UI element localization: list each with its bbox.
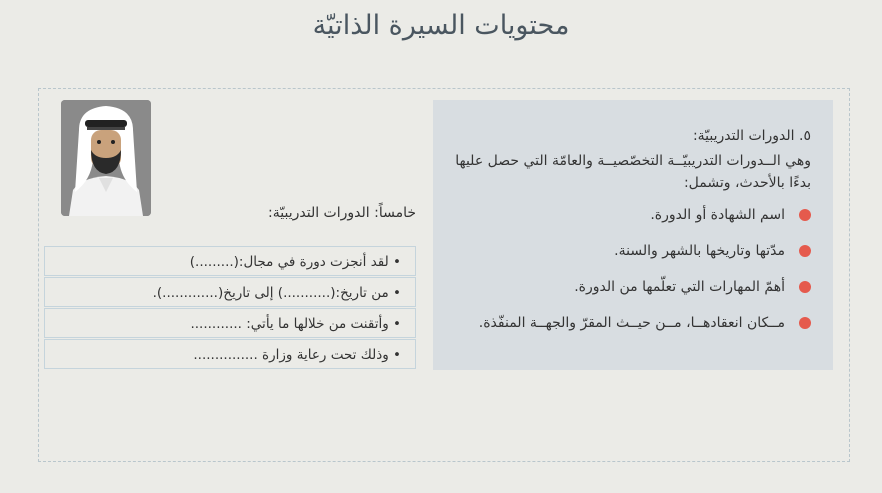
bullet-text: مدّتها وتاريخها بالشهر والسنة.: [614, 243, 785, 259]
fill-row: • لقد أنجزت دورة في مجال:(.........): [44, 246, 416, 276]
panel-heading: ٥. الدورات التدريبيّة:: [692, 128, 811, 144]
panel-description: وهي الــدورات التدريبيّــة التخصّصيــة والعامّة التي حصل عليها بدءًا بالأحدث، وتشمل:: [455, 153, 811, 191]
bullet-item: [449, 312, 811, 334]
fill-in-table: [44, 246, 416, 370]
bullet-text: اسم الشهادة أو الدورة.: [650, 207, 785, 223]
bullet-list: [449, 204, 811, 334]
bullet-dot-icon: [799, 317, 811, 329]
fill-row: • من تاريخ:(...........) إلى تاريخ(.............).: [44, 277, 416, 307]
fill-row: • وأتقنت من خلالها ما يأتي: ............: [44, 308, 416, 338]
page-title: محتويات السيرة الذاتيّة: [312, 10, 570, 41]
section-heading: خامساً: الدورات التدريبيّة:: [268, 205, 416, 221]
training-courses-panel: [433, 100, 833, 370]
bullet-item: [449, 276, 811, 298]
fill-row: • وذلك تحت رعاية وزارة ...............: [44, 339, 416, 369]
bullet-dot-icon: [799, 209, 811, 221]
bullet-text: أهمّ المهارات التي تعلّمها من الدورة.: [574, 279, 785, 295]
bullet-item: [449, 240, 811, 262]
man-in-ghutra-avatar-icon: [61, 100, 151, 216]
bullet-item: [449, 204, 811, 226]
bullet-text: مــكان انعقادهــا، مــن حيــث المقرّ والجهــة المنفّذة.: [478, 315, 785, 331]
bullet-dot-icon: [799, 245, 811, 257]
bullet-dot-icon: [799, 281, 811, 293]
